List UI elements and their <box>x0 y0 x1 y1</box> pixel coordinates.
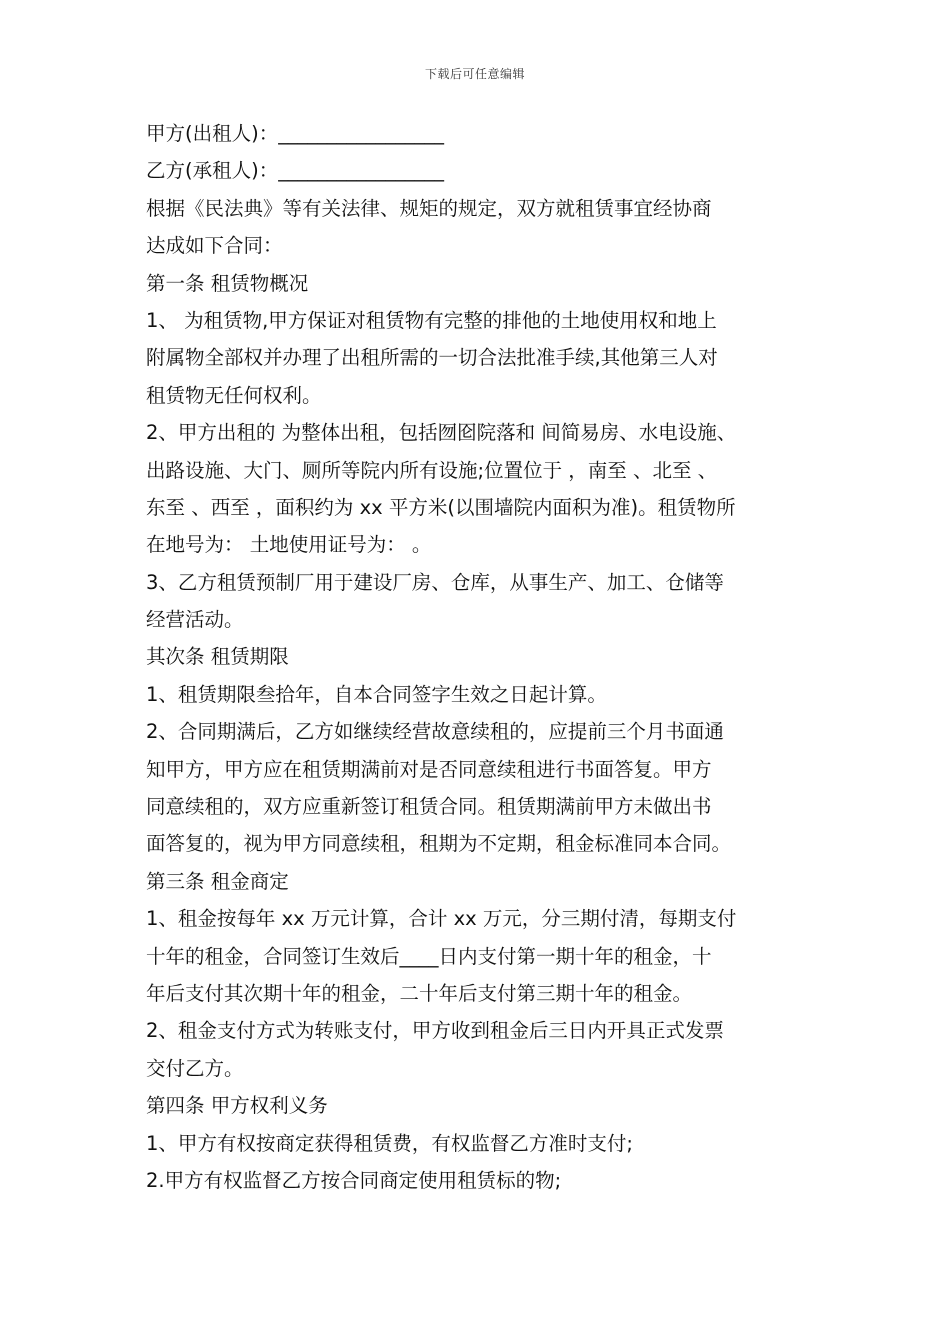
paragraph-line: 2.甲方有权监督乙方按合同商定使用租赁标的物; <box>146 1168 562 1192</box>
paragraph-line: 经营活动。 <box>146 608 244 632</box>
paragraph-line: 1、甲方有权按商定获得租赁费，有权监督乙方准时支付; <box>146 1131 633 1155</box>
paragraph-line: 面答复的，视为甲方同意续租，租期为不定期，租金标准同本合同。 <box>146 832 732 856</box>
paragraph-line: 2、甲方出租的 为整体出租，包括囫囵院落和 间简易房、水电设施、 <box>146 421 737 445</box>
paragraph-line: 租赁物无任何权利。 <box>146 383 322 407</box>
paragraph-line: 同意续租的，双方应重新签订租赁合同。租赁期满前甲方未做出书 <box>146 795 712 819</box>
paragraph-line: 1、租赁期限叁拾年，自本合同签字生效之日起计算。 <box>146 682 607 706</box>
page-header: 下载后可任意编辑 <box>424 67 525 81</box>
contract-body <box>146 115 826 1199</box>
paragraph-line: 出路设施、大门、厕所等院内所有设施;位置位于 ，南至 、北至 、 <box>146 458 718 482</box>
paragraph-line: 2、租金支付方式为转账支付，甲方收到租金后三日内开具正式发票 <box>146 1019 724 1043</box>
paragraph-line: 3、乙方租赁预制厂用于建设厂房、仓库，从事生产、加工、仓储等 <box>146 570 724 594</box>
article-heading: 第四条 甲方权利义务 <box>146 1094 328 1118</box>
article-heading: 其次条 租赁期限 <box>146 645 289 669</box>
party-b-line: 乙方(承租人)：_________________ <box>146 159 444 183</box>
paragraph-line: 知甲方，甲方应在租赁期满前对是否同意续租进行书面答复。甲方 <box>146 757 712 781</box>
paragraph-line: 2、合同期满后，乙方如继续经营故意续租的，应提前三个月书面通 <box>146 720 724 744</box>
paragraph-line: 在地号为： 土地使用证号为： 。 <box>146 533 432 557</box>
paragraph-line: 附属物全部权并办理了出租所需的一切合法批准手续,其他第三人对 <box>146 346 718 370</box>
paragraph-line: 1、租金按每年 xx 万元计算，合计 xx 万元，分三期付清，每期支付 <box>146 907 737 931</box>
article-heading: 第三条 租金商定 <box>146 869 289 893</box>
paragraph-line: 1、 为租赁物,甲方保证对租赁物有完整的排他的土地使用权和地上 <box>146 308 717 332</box>
paragraph-line: 达成如下合同： <box>146 234 283 258</box>
paragraph-line: 东至 、西至 ，面积约为 xx 平方米(以围墙院内面积为准)。租赁物所 <box>146 495 736 519</box>
paragraph-line: 十年的租金，合同签订生效后____日内支付第一期十年的租金，十 <box>146 944 712 968</box>
paragraph-line: 年后支付其次期十年的租金，二十年后支付第三期十年的租金。 <box>146 981 693 1005</box>
article-heading: 第一条 租赁物概况 <box>146 271 309 295</box>
paragraph-line: 根据《民法典》等有关法律、规矩的规定，双方就租赁事宜经协商 <box>146 196 712 220</box>
party-a-line: 甲方(出租人)：_________________ <box>146 122 444 145</box>
paragraph-line: 交付乙方。 <box>146 1056 244 1080</box>
